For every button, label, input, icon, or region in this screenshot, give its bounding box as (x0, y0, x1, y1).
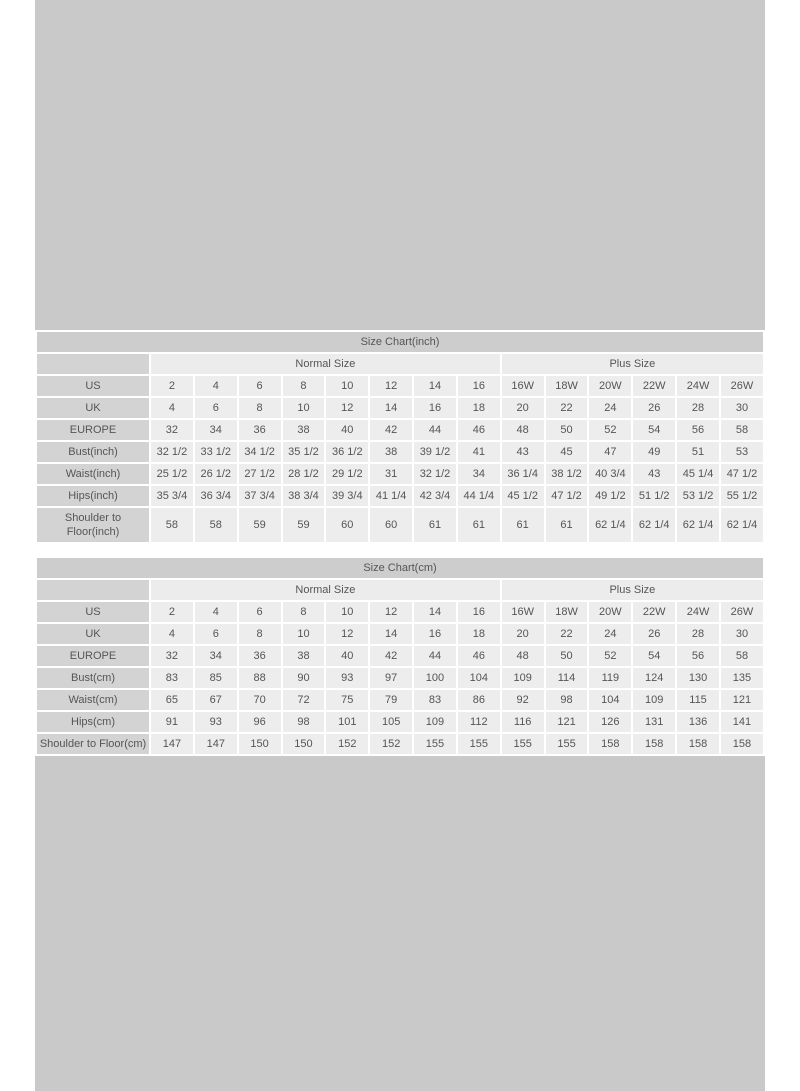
size-cell: 93 (326, 668, 368, 688)
size-cell: 147 (151, 734, 193, 754)
size-cell: 4 (195, 602, 237, 622)
size-cell: 14 (414, 602, 456, 622)
size-cell: 126 (589, 712, 631, 732)
size-cell: 93 (195, 712, 237, 732)
size-cell: 48 (502, 646, 544, 666)
size-cell: 51 1/2 (633, 486, 675, 506)
size-cell: 4 (195, 376, 237, 396)
size-cell: 135 (721, 668, 763, 688)
size-cell: 45 (546, 442, 588, 462)
size-cell: 92 (502, 690, 544, 710)
size-cell: 34 (195, 420, 237, 440)
size-cell: 24 (589, 624, 631, 644)
size-cell: 116 (502, 712, 544, 732)
size-cell: 42 3/4 (414, 486, 456, 506)
table-row (37, 508, 763, 542)
size-cell: 30 (721, 398, 763, 418)
size-cell: 22W (633, 602, 675, 622)
size-cell: 56 (677, 646, 719, 666)
size-cell: 54 (633, 420, 675, 440)
size-cell: 18 (458, 624, 500, 644)
row-label: Hips(inch) (37, 486, 149, 506)
size-cell: 12 (326, 398, 368, 418)
size-cell: 32 (151, 420, 193, 440)
size-cell: 38 (370, 442, 412, 462)
size-cell: 26 1/2 (195, 464, 237, 484)
size-cell: 18W (546, 376, 588, 396)
size-cell: 53 (721, 442, 763, 462)
table-row (37, 624, 763, 644)
size-cell: 115 (677, 690, 719, 710)
size-chart-inch-mount (35, 330, 765, 544)
size-cell: 42 (370, 646, 412, 666)
table-row (37, 442, 763, 462)
size-cell: 10 (283, 398, 325, 418)
size-cell: 50 (546, 420, 588, 440)
corner-cell (37, 354, 149, 374)
size-cell: 58 (721, 420, 763, 440)
size-cell: 52 (589, 646, 631, 666)
size-cell: 58 (195, 508, 237, 542)
size-cell: 33 1/2 (195, 442, 237, 462)
table-row (37, 464, 763, 484)
size-cell: 109 (414, 712, 456, 732)
size-cell: 27 1/2 (239, 464, 281, 484)
size-cell: 36 3/4 (195, 486, 237, 506)
size-cell: 104 (589, 690, 631, 710)
size-cell: 56 (677, 420, 719, 440)
size-cell: 40 (326, 420, 368, 440)
size-cell: 83 (414, 690, 456, 710)
size-cell: 88 (239, 668, 281, 688)
size-cell: 24W (677, 376, 719, 396)
size-cell: 20 (502, 624, 544, 644)
size-cell: 158 (721, 734, 763, 754)
size-cell: 28 (677, 624, 719, 644)
size-cell: 91 (151, 712, 193, 732)
group-header: Normal Size (151, 354, 500, 374)
size-cell: 53 1/2 (677, 486, 719, 506)
size-cell: 131 (633, 712, 675, 732)
table-row (37, 602, 763, 622)
size-cell: 14 (370, 624, 412, 644)
size-cell: 45 1/4 (677, 464, 719, 484)
size-cell: 16 (458, 602, 500, 622)
size-cell: 37 3/4 (239, 486, 281, 506)
size-cell: 41 1/4 (370, 486, 412, 506)
size-cell: 45 1/2 (502, 486, 544, 506)
size-cell: 55 1/2 (721, 486, 763, 506)
size-table (35, 330, 765, 544)
size-cell: 60 (326, 508, 368, 542)
size-cell: 79 (370, 690, 412, 710)
size-cell: 141 (721, 712, 763, 732)
table-row (37, 646, 763, 666)
size-cell: 51 (677, 442, 719, 462)
size-cell: 121 (721, 690, 763, 710)
size-cell: 26W (721, 602, 763, 622)
size-cell: 36 (239, 646, 281, 666)
size-cell: 85 (195, 668, 237, 688)
size-cell: 24 (589, 398, 631, 418)
size-cell: 150 (283, 734, 325, 754)
size-cell: 155 (458, 734, 500, 754)
size-cell: 2 (151, 376, 193, 396)
table-row (37, 668, 763, 688)
size-cell: 109 (502, 668, 544, 688)
size-cell: 18W (546, 602, 588, 622)
table-row (37, 376, 763, 396)
size-cell: 49 1/2 (589, 486, 631, 506)
size-cell: 47 (589, 442, 631, 462)
corner-cell (37, 580, 149, 600)
size-cell: 152 (326, 734, 368, 754)
size-cell: 36 1/2 (326, 442, 368, 462)
size-cell: 105 (370, 712, 412, 732)
size-cell: 6 (239, 602, 281, 622)
size-cell: 12 (370, 376, 412, 396)
table-row (37, 734, 763, 754)
size-cell: 86 (458, 690, 500, 710)
size-cell: 8 (239, 624, 281, 644)
group-header: Normal Size (151, 580, 500, 600)
size-cell: 31 (370, 464, 412, 484)
size-chart-cm-mount (35, 556, 765, 756)
size-cell: 26W (721, 376, 763, 396)
size-cell: 6 (195, 624, 237, 644)
size-cell: 150 (239, 734, 281, 754)
size-cell: 136 (677, 712, 719, 732)
size-cell: 16 (414, 624, 456, 644)
size-cell: 61 (502, 508, 544, 542)
row-label: EUROPE (37, 646, 149, 666)
size-cell: 62 1/4 (677, 508, 719, 542)
table-row (37, 486, 763, 506)
size-cell: 112 (458, 712, 500, 732)
table-row (37, 712, 763, 732)
size-cell: 72 (283, 690, 325, 710)
size-cell: 62 1/4 (589, 508, 631, 542)
size-cell: 8 (239, 398, 281, 418)
row-label: Shoulder to Floor(inch) (37, 508, 149, 542)
size-cell: 26 (633, 624, 675, 644)
group-header: Plus Size (502, 354, 763, 374)
size-cell: 32 1/2 (414, 464, 456, 484)
size-cell: 90 (283, 668, 325, 688)
size-cell: 158 (589, 734, 631, 754)
size-cell: 130 (677, 668, 719, 688)
size-cell: 35 1/2 (283, 442, 325, 462)
size-cell: 34 (195, 646, 237, 666)
size-cell: 35 3/4 (151, 486, 193, 506)
table-row (37, 398, 763, 418)
size-charts-sheet (35, 330, 765, 756)
size-cell: 158 (677, 734, 719, 754)
row-label: Waist(inch) (37, 464, 149, 484)
size-cell: 26 (633, 398, 675, 418)
size-cell: 16 (458, 376, 500, 396)
size-cell: 12 (326, 624, 368, 644)
size-cell: 44 (414, 420, 456, 440)
size-cell: 14 (414, 376, 456, 396)
size-cell: 30 (721, 624, 763, 644)
size-cell: 147 (195, 734, 237, 754)
size-cell: 101 (326, 712, 368, 732)
size-cell: 75 (326, 690, 368, 710)
size-cell: 2 (151, 602, 193, 622)
size-cell: 36 (239, 420, 281, 440)
size-cell: 43 (502, 442, 544, 462)
size-cell: 36 1/4 (502, 464, 544, 484)
size-cell: 62 1/4 (633, 508, 675, 542)
size-cell: 60 (370, 508, 412, 542)
size-cell: 38 3/4 (283, 486, 325, 506)
size-cell: 114 (546, 668, 588, 688)
row-label: UK (37, 398, 149, 418)
size-cell: 39 1/2 (414, 442, 456, 462)
size-cell: 109 (633, 690, 675, 710)
size-cell: 65 (151, 690, 193, 710)
row-label: Waist(cm) (37, 690, 149, 710)
size-cell: 6 (239, 376, 281, 396)
size-cell: 20 (502, 398, 544, 418)
size-cell: 22 (546, 398, 588, 418)
row-label: Hips(cm) (37, 712, 149, 732)
size-cell: 10 (326, 376, 368, 396)
size-cell: 48 (502, 420, 544, 440)
size-cell: 155 (414, 734, 456, 754)
size-cell: 98 (546, 690, 588, 710)
size-cell: 38 (283, 420, 325, 440)
size-cell: 97 (370, 668, 412, 688)
size-cell: 104 (458, 668, 500, 688)
size-cell: 16W (502, 602, 544, 622)
row-label: Bust(cm) (37, 668, 149, 688)
size-cell: 47 1/2 (546, 486, 588, 506)
size-cell: 38 (283, 646, 325, 666)
size-cell: 16 (414, 398, 456, 418)
size-cell: 62 1/4 (721, 508, 763, 542)
size-cell: 4 (151, 624, 193, 644)
size-cell: 40 (326, 646, 368, 666)
size-cell: 41 (458, 442, 500, 462)
size-cell: 155 (502, 734, 544, 754)
size-cell: 34 (458, 464, 500, 484)
size-cell: 46 (458, 420, 500, 440)
size-cell: 98 (283, 712, 325, 732)
row-label: Bust(inch) (37, 442, 149, 462)
size-cell: 61 (458, 508, 500, 542)
row-label: US (37, 602, 149, 622)
size-cell: 20W (589, 602, 631, 622)
table-title: Size Chart(cm) (37, 558, 763, 578)
size-cell: 4 (151, 398, 193, 418)
size-cell: 8 (283, 376, 325, 396)
size-cell: 12 (370, 602, 412, 622)
size-cell: 24W (677, 602, 719, 622)
size-cell: 61 (546, 508, 588, 542)
size-cell: 10 (283, 624, 325, 644)
size-table (35, 556, 765, 756)
size-cell: 42 (370, 420, 412, 440)
row-label: US (37, 376, 149, 396)
size-cell: 10 (326, 602, 368, 622)
size-cell: 22 (546, 624, 588, 644)
size-cell: 50 (546, 646, 588, 666)
size-cell: 32 1/2 (151, 442, 193, 462)
size-cell: 34 1/2 (239, 442, 281, 462)
size-cell: 44 (414, 646, 456, 666)
size-cell: 152 (370, 734, 412, 754)
row-label: Shoulder to Floor(cm) (37, 734, 149, 754)
size-cell: 29 1/2 (326, 464, 368, 484)
size-cell: 100 (414, 668, 456, 688)
size-cell: 54 (633, 646, 675, 666)
size-cell: 96 (239, 712, 281, 732)
size-cell: 46 (458, 646, 500, 666)
size-cell: 6 (195, 398, 237, 418)
size-cell: 124 (633, 668, 675, 688)
table-row (37, 690, 763, 710)
tables-spacer (35, 544, 765, 556)
size-cell: 20W (589, 376, 631, 396)
size-cell: 158 (633, 734, 675, 754)
table-row (37, 420, 763, 440)
size-cell: 47 1/2 (721, 464, 763, 484)
size-cell: 22W (633, 376, 675, 396)
size-cell: 59 (283, 508, 325, 542)
row-label: UK (37, 624, 149, 644)
size-cell: 28 1/2 (283, 464, 325, 484)
size-cell: 39 3/4 (326, 486, 368, 506)
size-cell: 83 (151, 668, 193, 688)
size-cell: 119 (589, 668, 631, 688)
size-cell: 67 (195, 690, 237, 710)
size-cell: 44 1/4 (458, 486, 500, 506)
size-cell: 38 1/2 (546, 464, 588, 484)
size-cell: 32 (151, 646, 193, 666)
table-title: Size Chart(inch) (37, 332, 763, 352)
size-cell: 14 (370, 398, 412, 418)
size-cell: 70 (239, 690, 281, 710)
size-cell: 8 (283, 602, 325, 622)
size-cell: 16W (502, 376, 544, 396)
size-cell: 49 (633, 442, 675, 462)
size-cell: 28 (677, 398, 719, 418)
size-cell: 58 (721, 646, 763, 666)
size-cell: 155 (546, 734, 588, 754)
group-header: Plus Size (502, 580, 763, 600)
size-cell: 61 (414, 508, 456, 542)
size-cell: 25 1/2 (151, 464, 193, 484)
size-cell: 40 3/4 (589, 464, 631, 484)
size-cell: 52 (589, 420, 631, 440)
size-cell: 59 (239, 508, 281, 542)
size-cell: 58 (151, 508, 193, 542)
row-label: EUROPE (37, 420, 149, 440)
size-cell: 121 (546, 712, 588, 732)
size-cell: 43 (633, 464, 675, 484)
size-cell: 18 (458, 398, 500, 418)
